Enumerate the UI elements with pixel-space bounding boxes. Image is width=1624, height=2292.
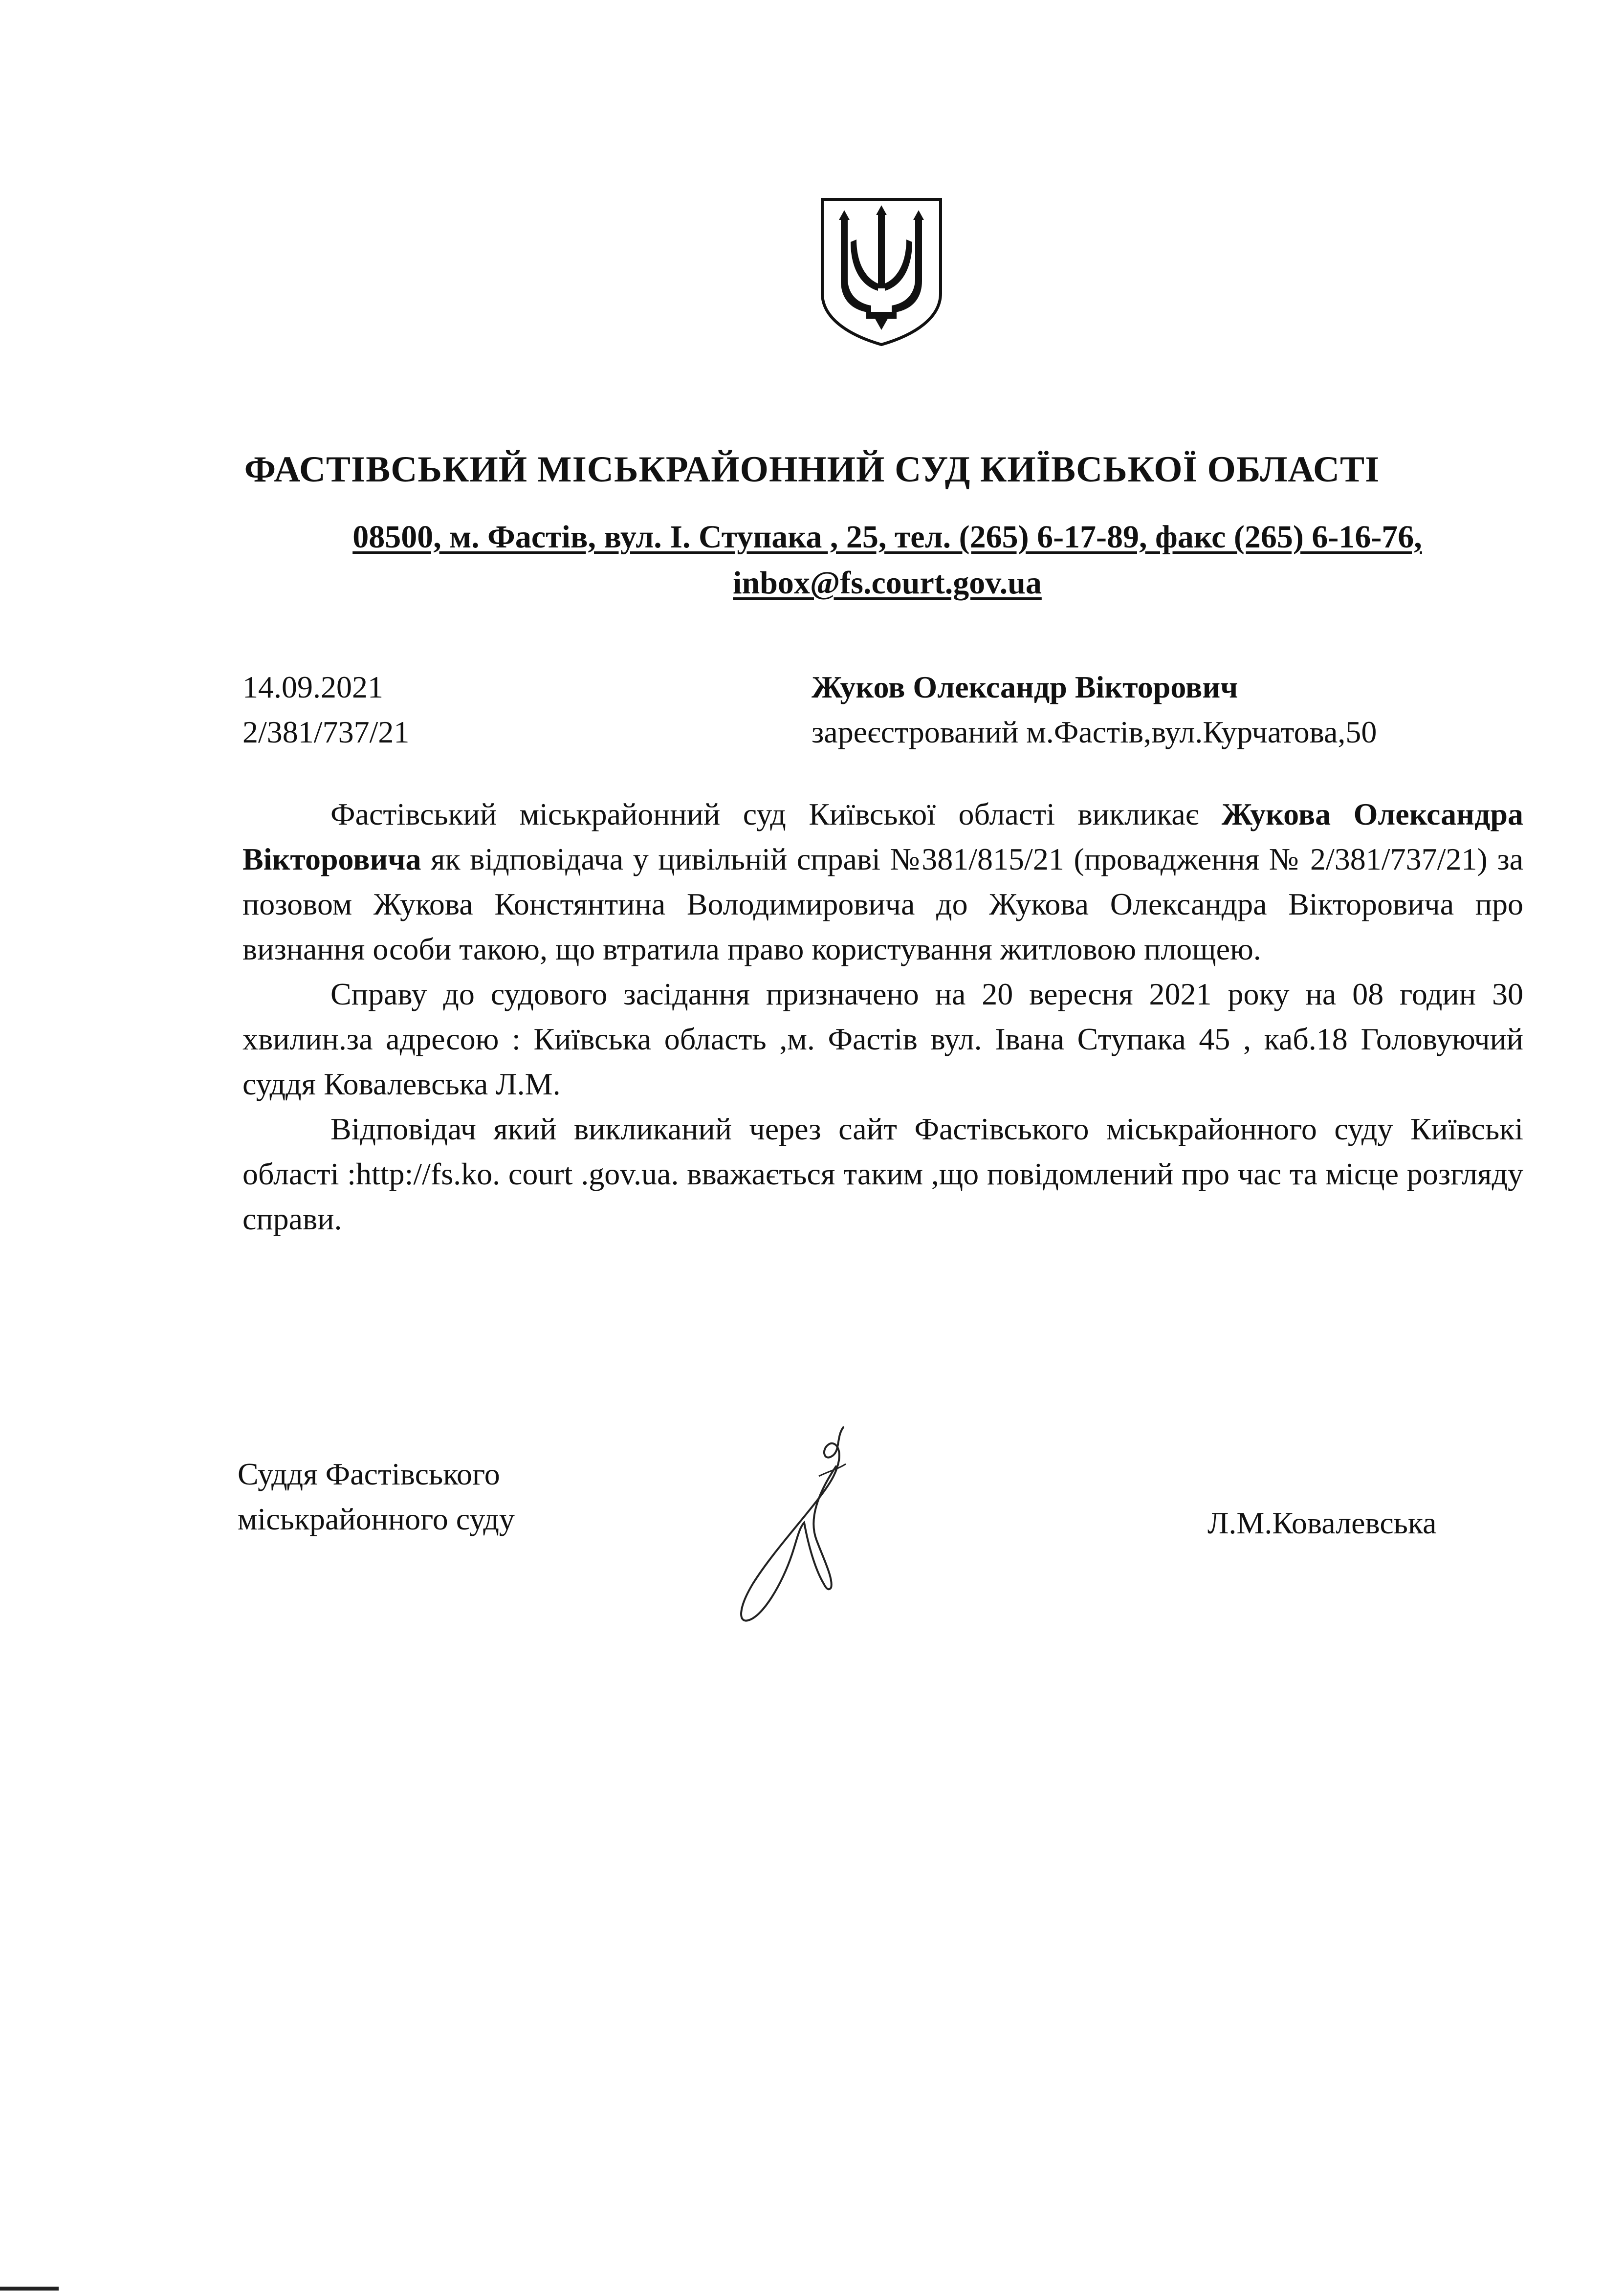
signer-name: Л.М.Ковалевська [1207, 1506, 1437, 1540]
recipient-name: Жуков Олександр Вікторович [812, 670, 1238, 704]
scan-edge-mark [0, 2287, 59, 2291]
recipient-address: зареєстрований м.Фастів,вул.Курчатова,50 [812, 715, 1377, 749]
summons-body [242, 792, 1523, 1242]
judge-title-line-2: міськрайонного суду [238, 1502, 515, 1536]
recipient-block [812, 665, 1377, 755]
trident-coat-of-arms-icon [817, 196, 945, 347]
judge-title [238, 1452, 515, 1542]
court-name-heading: ФАСТІВСЬКИЙ МІСЬКРАЙОННИЙ СУД КИЇВСЬКОЇ ОБЛАСТІ [244, 449, 1380, 490]
paragraph-1-start: Фастівський міськрайонний суд Київської області викликає [330, 797, 1222, 831]
summons-paragraph-3: Відповідач який викликаний через сайт Фастівського міськрайонного суду Київські області :http://fs.ko. court .gov.ua. вважається таким ,що повідомлений про час та місце розгляду справи. [242, 1112, 1523, 1236]
court-contact-address: 08500, м. Фастів, вул. І. Ступака , 25, тел. (265) 6-17-89, факс (265) 6-16-76, inbox@fs.court.gov.ua [352, 519, 1422, 601]
summons-paragraph-2: Справу до судового засідання призначено на 20 вересня 2021 року на 08 годин 30 хвилин.за адресою : Київська область ,м. Фастів вул. Івана Ступака 45 , каб.18 Головуючий суддя Ковалевська Л.М. [242, 977, 1523, 1101]
document-reference-number: 2/381/737/21 [242, 715, 410, 749]
paragraph-1-end: як відповідача у цивільній справі №381/815/21 (провадження № 2/381/737/21) за позовом Жукова Констянтина Володимировича до Жукова Олександра Вікторовича про визнання особи такою, що втратила право користування житловою площею. [242, 842, 1523, 966]
defendant-name-bold: Жукова Олександра Вікторовича [242, 797, 1524, 876]
handwritten-signature-icon [719, 1422, 875, 1628]
summons-paragraph-1 [242, 792, 1523, 972]
document-meta [242, 665, 409, 755]
judge-title-line-1: Суддя Фастівського [238, 1457, 500, 1491]
document-date: 14.09.2021 [242, 670, 383, 704]
